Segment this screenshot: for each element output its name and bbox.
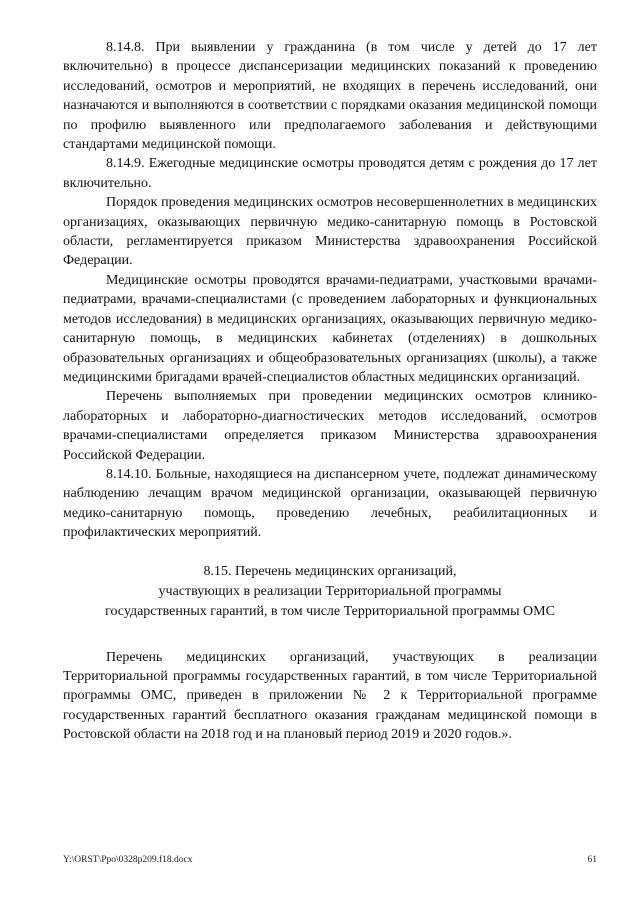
heading-line: участвующих в реализации Территориальной программы (158, 583, 502, 599)
section-heading-8-15 (63, 562, 597, 622)
paragraph-8-14-10: 8.14.10. Больные, находящиеся на диспансерном учете, подлежат динамическому наблюдению лечащим врачом медицинской организации, оказывающей первичную медико-санитарную помощь, проведению лечебных, реабилитационных и профилактических мероприятий. (63, 466, 597, 541)
paragraph-exam-procedure: Порядок проведения медицинских осмотров несовершеннолетних в медицинских организациях, оказывающих первичную медико-санитарную помощь в Ростовской области, регламентируется приказом Министерства здравоохранения Российской Федерации. (63, 195, 597, 269)
heading-line: 8.15. Перечень медицинских организаций, (203, 563, 457, 579)
paragraph-organizations-list: Перечень медицинских организаций, участвующих в реализации Территориальной программы государственных гарантий, в том числе Территориальной программы ОМС, приведен в приложении № 2 к Территориальной программе государственных гарантий бесплатного оказания гражданам медицинской помощи в Ростовской области на 2018 год и на плановый период 2019 и 2020 годов.». (63, 649, 597, 743)
heading-line: государственных гарантий, в том числе Территориальной программы ОМС (105, 603, 555, 619)
paragraph-8-14-8: 8.14.8. При выявлении у гражданина (в том числе у детей до 17 лет включительно) в процессе диспансеризации медицинских показаний к проведению исследований, осмотров и мероприятий, не входящих в перечень исследований, они назначаются и выполняются в соответствии с порядками оказания медицинской помощи по профилю выявленного или предполагаемого заболевания и действующими стандартами медицинской помощи. (63, 40, 597, 153)
page-footer (63, 855, 597, 865)
footer-page-number: 61 (587, 855, 597, 865)
footer-file-path: Y:\ORST\Ppo\0328p209.f18.docx (63, 855, 193, 865)
paragraph-exam-methods-list: Перечень выполняемых при проведении медицинских осмотров клинико-лабораторных и лабораторно-диагностических методов исследований, осмотров врачами-специалистами определяется приказом Министерства здравоохранения Российской Федерации. (63, 389, 597, 463)
paragraph-exam-performers: Медицинские осмотры проводятся врачами-педиатрами, участковыми врачами-педиатрами, врачами-специалистами (с проведением лабораторных и функциональных методов исследования) в медицинских организациях, оказывающих первичную медико-санитарную помощь, в медицинских кабинетах (отделениях) в дошкольных образовательных организациях и общеобразовательных организациях (школы), а также медицинскими бригадами врачей-специалистов областных медицинских организаций. (63, 272, 597, 385)
paragraph-8-14-9: 8.14.9. Ежегодные медицинские осмотры проводятся детям с рождения до 17 лет включительно. (63, 156, 597, 191)
document-body (63, 38, 597, 745)
